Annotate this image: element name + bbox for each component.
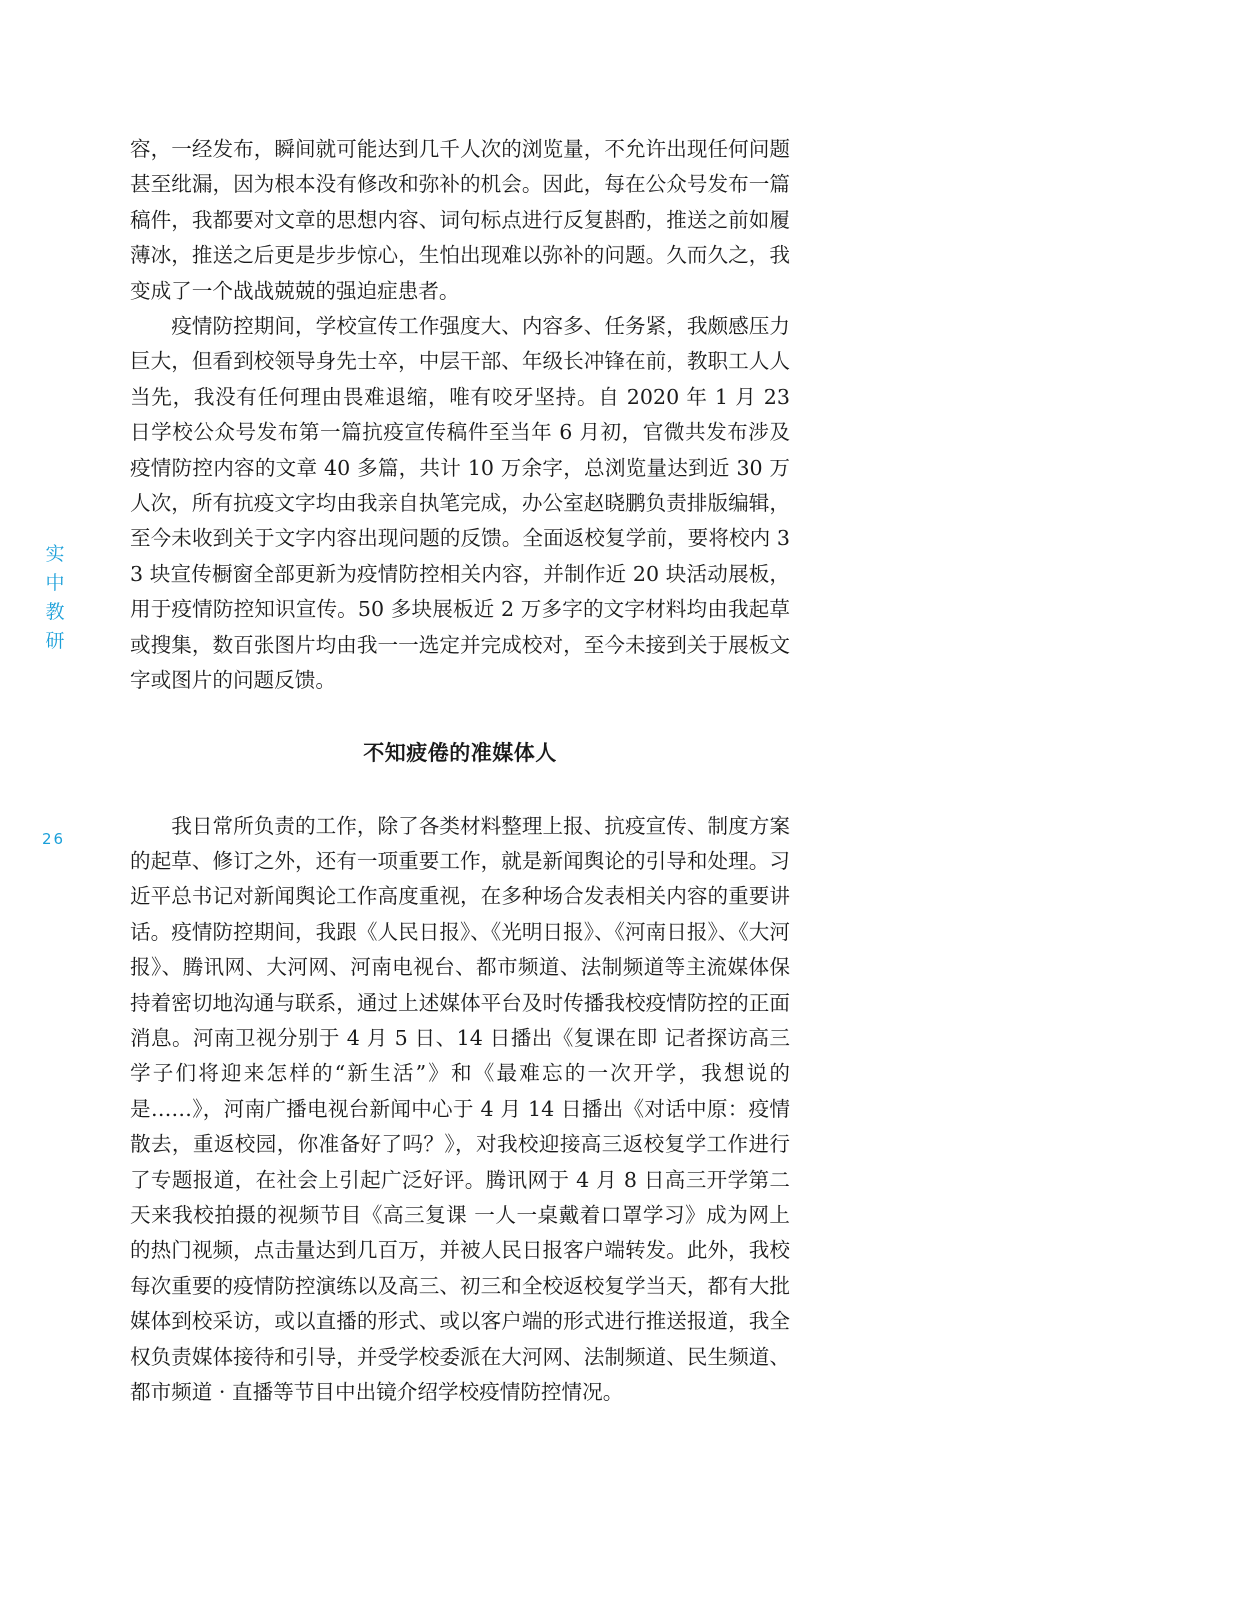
side-label-char: 实 bbox=[45, 543, 65, 565]
article-body bbox=[130, 132, 790, 1410]
side-label-char: 教 bbox=[45, 601, 65, 623]
section-heading: 不知疲倦的准媒体人 bbox=[363, 739, 557, 765]
page-number: 26 bbox=[42, 830, 66, 848]
side-label-char: 研 bbox=[45, 630, 65, 652]
journal-side-label bbox=[44, 540, 66, 656]
paragraph: 我日常所负责的工作，除了各类材料整理上报、抗疫宣传、制度方案的起草、修订之外，还有一项重要工作，就是新闻舆论的引导和处理。习近平总书记对新闻舆论工作高度重视，在多种场合发表相关内容的重要讲话。疫情防控期间，我跟《人民日报》、《光明日报》、《河南日报》、《大河报》、腾讯网、大河网、河南电视台、都市频道、法制频道等主流媒体保持着密切地沟通与联系，通过上述媒体平台及时传播我校疫情防控的正面消息。河南卫视分别于 4 月 5 日、14 日播出《复课在即 记者探访高三学子们将迎来怎样的“新生活”》和《最难忘的一次开学，我想说的是……》，河南广播电视台新闻中心于 4 月 14 日播出《对话中原：疫情散去，重返校园，你准备好了吗？》，对我校迎接高三返校复学工作进行了专题报道，在社会上引起广泛好评。腾讯网于 4 月 8 日高三开学第二天来我校拍摄的视频节目《高三复课 一人一桌戴着口罩学习》成为网上的热门视频，点击量达到几百万，并被人民日报客户端转发。此外，我校每次重要的疫情防控演练以及高三、初三和全校返校复学当天，都有大批媒体到校采访，或以直播的形式、或以客户端的形式进行推送报道，我全权负责媒体接待和引导，并受学校委派在大河网、法制频道、民生频道、都市频道 · 直播等节目中出镜介绍学校疫情防控情况。 bbox=[130, 813, 790, 1404]
paragraph: 疫情防控期间，学校宣传工作强度大、内容多、任务紧，我颇感压力巨大，但看到校领导身先士卒，中层干部、年级长冲锋在前，教职工人人当先，我没有任何理由畏难退缩，唯有咬牙坚持。自 2020 年 1 月 23 日学校公众号发布第一篇抗疫宣传稿件至当年 6 月初，官微共发布涉及疫情防控内容的文章 40 多篇，共计 10 万余字，总浏览量达到近 30 万人次，所有抗疫文字均由我亲自执笔完成，办公室赵晓鹏负责排版编辑，至今未收到关于文字内容出现问题的反馈。全面返校复学前，要将校内 33 块宣传橱窗全部更新为疫情防控相关内容，并制作近 20 块活动展板，用于疫情防控知识宣传。50 多块展板近 2 万多字的文字材料均由我起草或搜集，数百张图片均由我一一选定并完成校对，至今未接到关于展板文字或图片的问题反馈。 bbox=[130, 314, 790, 693]
side-label-char: 中 bbox=[45, 572, 65, 594]
paragraph: 容，一经发布，瞬间就可能达到几千人次的浏览量，不允许出现任何问题甚至纰漏，因为根本没有修改和弥补的机会。因此，每在公众号发布一篇稿件，我都要对文章的思想内容、词句标点进行反复斟酌，推送之前如履薄冰，推送之后更是步步惊心，生怕出现难以弥补的问题。久而久之，我变成了一个战战兢兢的强迫症患者。 bbox=[130, 137, 790, 303]
